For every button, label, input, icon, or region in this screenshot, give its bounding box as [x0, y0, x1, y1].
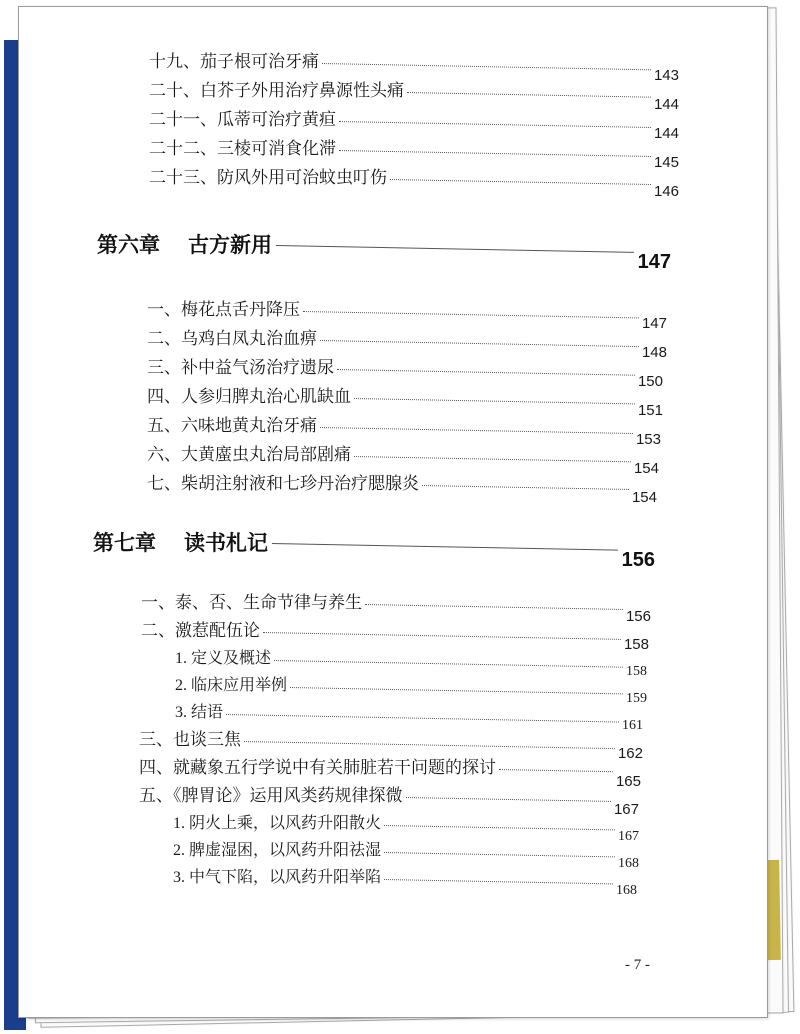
toc-entry-page: 147	[641, 315, 667, 332]
toc-entry	[147, 386, 663, 419]
chapter-leader-line	[276, 245, 634, 253]
chapter-label: 第七章	[93, 530, 156, 555]
toc-entry	[139, 785, 639, 818]
toc-entry-title: 一、泰、否、生命节律与养生	[141, 593, 362, 613]
toc-entry-title: 三、也谈三焦	[139, 730, 241, 750]
toc-entry-page: 146	[653, 183, 679, 200]
toc-entry-title: 3. 结语	[175, 704, 224, 721]
toc-entry-page: 150	[637, 373, 663, 390]
dot-leader	[244, 741, 615, 749]
toc-entry-title: 1. 阴火上乘，以风药升阳散火	[173, 815, 382, 832]
toc-entry-title: 3. 中气下陷，以风药升阳举陷	[173, 869, 382, 886]
toc-entry-title: 六、大黄䗪虫丸治局部剧痛	[147, 445, 351, 465]
chapter-page: 156	[621, 549, 655, 571]
toc-entry-title: 1. 定义及概述	[175, 650, 272, 667]
dot-leader	[384, 879, 613, 884]
toc-entry-page: 161	[622, 718, 643, 733]
toc-entry-title: 五、《脾胃论》运用风类药规律探微	[139, 786, 403, 806]
chapter-leader-line	[272, 543, 618, 551]
toc-entry-page: 167	[618, 829, 639, 844]
chapter-page: 147	[637, 251, 671, 273]
toc-entry-page: 168	[616, 883, 637, 898]
toc-entry	[147, 328, 667, 361]
toc-entry-page: 165	[615, 773, 641, 790]
toc-entry-page: 158	[623, 636, 649, 653]
dot-leader	[337, 369, 635, 376]
toc-entry	[149, 80, 679, 113]
toc-entry-title: 三、补中益气汤治疗遗尿	[147, 358, 334, 378]
dot-leader	[290, 687, 623, 694]
dot-leader	[274, 660, 623, 668]
toc-subentry	[175, 675, 647, 706]
dot-leader	[384, 825, 615, 830]
toc-entry-page: 143	[653, 67, 679, 84]
toc-entry-page: 144	[653, 125, 679, 142]
toc-entry-page: 158	[626, 664, 647, 679]
toc-subentry	[173, 813, 639, 844]
dot-leader	[405, 797, 610, 802]
dot-leader	[354, 456, 631, 462]
dot-leader	[320, 340, 639, 347]
toc-entry	[149, 167, 679, 200]
toc-entry-title: 二十三、防风外用可治蚊虫叮伤	[149, 168, 387, 188]
dot-leader	[499, 769, 613, 772]
dot-leader	[226, 714, 619, 723]
dot-leader	[422, 485, 629, 490]
toc-subentry	[173, 840, 639, 871]
toc-entry	[149, 109, 679, 142]
dot-leader	[339, 150, 651, 157]
toc-entry	[139, 757, 641, 790]
toc-entry-page: 154	[631, 489, 657, 506]
toc-entry-page: 167	[613, 801, 639, 818]
chapter-title	[93, 529, 268, 557]
toc-entry-title: 二十二、三棱可消食化滞	[149, 139, 336, 159]
toc-entry	[149, 138, 679, 171]
toc-entry-page: 159	[626, 691, 647, 706]
toc-entry	[141, 620, 649, 653]
toc-entry-title: 二、乌鸡白凤丸治血痹	[147, 329, 317, 349]
toc-page	[18, 6, 768, 1018]
dot-leader	[322, 63, 651, 70]
dot-leader	[339, 121, 651, 128]
chapter-name: 古方新用	[188, 232, 272, 257]
toc-entry	[147, 415, 661, 448]
chapter-name: 读书札记	[184, 530, 268, 555]
dot-leader	[263, 632, 621, 640]
toc-entry-title: 五、六味地黄丸治牙痛	[147, 416, 317, 436]
toc-entry-title: 四、就藏象五行学说中有关肺脏若干问题的探讨	[139, 758, 496, 778]
toc-entry	[147, 299, 667, 332]
toc-entry-page: 148	[641, 344, 667, 361]
toc-entry-page: 168	[618, 856, 639, 871]
toc-entry-page: 156	[625, 608, 651, 625]
chapter-heading	[97, 231, 671, 279]
toc-subentry	[175, 702, 643, 733]
toc-entry	[147, 444, 659, 477]
toc-entry	[147, 473, 657, 506]
toc-entry-title: 2. 脾虚湿困，以风药升阳祛湿	[173, 842, 382, 859]
dot-leader	[365, 604, 623, 610]
toc-entry-page: 154	[633, 460, 659, 477]
toc-entry-title: 二十、白芥子外用治疗鼻源性头痛	[149, 81, 404, 101]
toc-entry-title: 一、梅花点舌丹降压	[147, 300, 300, 320]
toc-entry	[141, 592, 651, 625]
toc-entry-page: 145	[653, 154, 679, 171]
toc-entry	[147, 357, 663, 390]
toc-entry-title: 二十一、瓜蒂可治疗黄疸	[149, 110, 336, 130]
dot-leader	[320, 427, 633, 434]
chapter-title	[97, 231, 272, 259]
toc-entry-page: 151	[637, 402, 663, 419]
toc-entry-page: 144	[653, 96, 679, 113]
toc-entry-title: 2. 临床应用举例	[175, 677, 288, 694]
toc-entry	[149, 51, 679, 84]
dot-leader	[354, 398, 635, 404]
toc-subentry	[175, 648, 647, 679]
dot-leader	[407, 92, 651, 98]
chapter-heading	[93, 529, 655, 577]
toc-entry-title: 七、柴胡注射液和七珍丹治疗腮腺炎	[147, 474, 419, 494]
dot-leader	[303, 311, 639, 318]
page-number: - 7 -	[625, 957, 650, 973]
toc-entry-title: 十九、茄子根可治牙痛	[149, 52, 319, 72]
dot-leader	[384, 852, 615, 857]
toc-entry-page: 153	[635, 431, 661, 448]
toc-subentry	[173, 867, 637, 898]
toc-entry	[139, 729, 643, 762]
toc-entry-title: 四、人参归脾丸治心肌缺血	[147, 387, 351, 407]
toc-entry-title: 二、激惹配伍论	[141, 621, 260, 641]
toc-entry-page: 162	[617, 745, 643, 762]
chapter-label: 第六章	[97, 232, 160, 257]
dot-leader	[390, 179, 651, 185]
